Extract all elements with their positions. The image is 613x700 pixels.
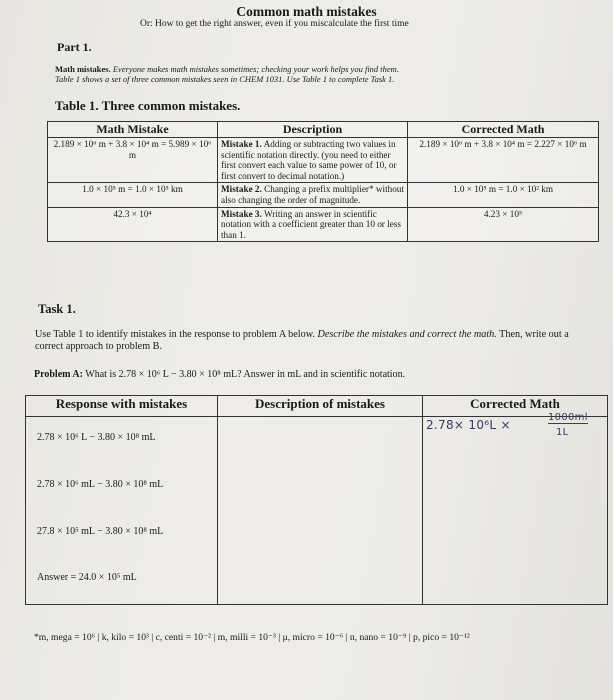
table2-header-response: Response with mistakes	[26, 396, 218, 417]
table1-corrected-cell: 4.23 × 10⁵	[408, 207, 599, 242]
table1-row	[48, 183, 599, 207]
table1-row	[48, 207, 599, 242]
table1-description-cell	[218, 207, 408, 242]
table1-mistake-cell: 42.3 × 10⁴	[48, 207, 218, 242]
table1-header-corrected: Corrected Math	[408, 122, 599, 138]
problem-label: Problem A:	[34, 369, 83, 380]
intro-italic: Everyone makes math mistakes sometimes; checking your work helps you find them.	[110, 64, 399, 74]
table1-header-row	[48, 122, 599, 138]
page-subtitle: Or: How to get the right answer, even if you miscalculate the first time	[140, 19, 409, 29]
response-answer: Answer = 24.0 × 10⁵ mL	[37, 572, 137, 583]
handwritten-expression: 2.78× 10⁶L ×	[426, 418, 511, 432]
page-title: Common math mistakes	[236, 4, 377, 19]
problem-text: What is 2.78 × 10⁶ L − 3.80 × 10⁸ mL? Answer in mL and in scientific notation.	[82, 369, 406, 380]
response-table	[25, 395, 608, 605]
response-cell	[26, 417, 218, 605]
task-instructions	[35, 329, 590, 353]
table2-header-corrected: Corrected Math	[423, 396, 608, 417]
task-body-plain: Use Table 1 to identify mistakes in the response to problem A below.	[35, 329, 315, 340]
part-heading: Part 1.	[57, 40, 92, 54]
table1-mistake-cell: 2.189 × 10⁶ m + 3.8 × 10⁴ m = 5.989 × 10⁶ m	[48, 138, 218, 183]
mistake-description: Adding or subtracting two values in scientific notation directly. (you need to either first convert each value to same power of 10, or first convert to decimal notation.)	[221, 139, 397, 181]
response-line: 2.78 × 10⁶ L − 3.80 × 10⁸ mL	[37, 432, 156, 443]
response-line: 27.8 × 10⁵ mL − 3.80 × 10⁸ mL	[37, 526, 164, 537]
table1-corrected-cell: 2.189 × 10⁶ m + 3.8 × 10⁴ m = 2.227 × 10⁶ m	[408, 138, 599, 183]
table2-header-row	[26, 396, 608, 417]
intro-bold: Math mistakes.	[55, 64, 111, 74]
table2-header-description: Description of mistakes	[218, 396, 423, 417]
task-body-end: Then, write out a correct approach to problem B.	[35, 329, 569, 352]
table1-description-cell	[218, 138, 408, 183]
description-input-cell[interactable]	[218, 417, 423, 605]
prefix-footnote: *m, mega = 10⁶ | k, kilo = 10³ | c, centi = 10⁻² | m, milli = 10⁻³ | μ, micro = 10⁻⁶ | n, nano = 10⁻⁹ | p, pico = 10⁻¹²	[34, 632, 470, 643]
table1-corrected-cell: 1.0 × 10⁵ m = 1.0 × 10² km	[408, 183, 599, 207]
corrected-math-cell[interactable]	[423, 412, 608, 605]
mistake-description: Changing a prefix multiplier* without also changing the order of magnitude.	[221, 184, 404, 205]
table1-header-mistake: Math Mistake	[48, 122, 218, 138]
table1-row	[48, 138, 599, 183]
table1-header-description: Description	[218, 122, 408, 138]
mistake-label: Mistake 3.	[221, 208, 262, 219]
table1-description-cell	[218, 183, 408, 207]
task-heading: Task 1.	[38, 302, 76, 316]
response-line: 2.78 × 10⁶ mL − 3.80 × 10⁸ mL	[37, 479, 164, 490]
intro-paragraph	[55, 64, 575, 84]
mistakes-table	[47, 121, 599, 242]
handwritten-denominator: 1L	[556, 427, 569, 438]
mistake-label: Mistake 1.	[221, 139, 262, 149]
table1-mistake-cell: 1.0 × 10⁵ m = 1.0 × 10⁵ km	[48, 183, 218, 207]
mistake-description: Writing an answer in scientific notation with a coefficient greater than 10 or less than 1.	[221, 208, 401, 240]
intro-rest: Table 1 shows a set of three common mistakes seen in CHEM 1031. Use Table 1 to complete Task 1.	[55, 74, 395, 84]
handwritten-numerator: 1000ml	[548, 412, 588, 423]
mistake-label: Mistake 2.	[221, 184, 262, 195]
table2-body-row	[26, 417, 608, 605]
table1-caption: Table 1. Three common mistakes.	[55, 98, 241, 113]
problem-a	[34, 369, 594, 380]
task-body-italic: Describe the mistakes and correct the math.	[314, 329, 497, 340]
